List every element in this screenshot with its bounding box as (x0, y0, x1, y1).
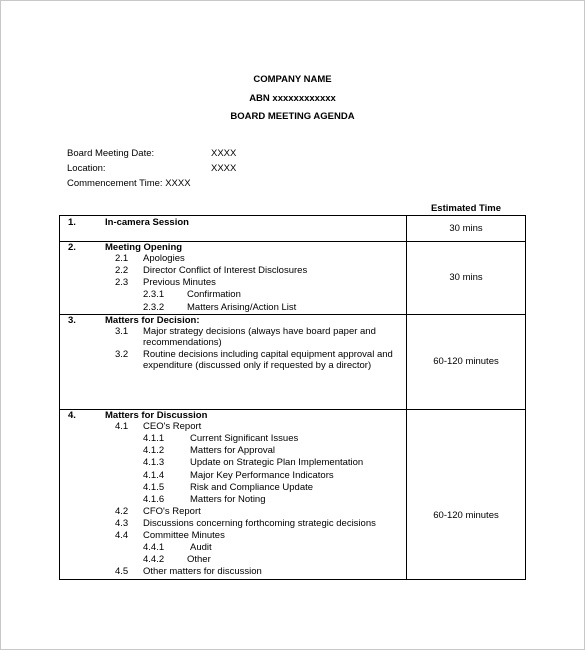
item-text: Apologies (143, 253, 185, 264)
abn: ABN xxxxxxxxxxxx (249, 93, 336, 104)
item-text: Update on Strategic Plan Implementation (190, 457, 364, 468)
item-number: 2.3 (115, 277, 129, 288)
item-text: Major strategy decisions (always have board paper and (143, 326, 376, 337)
item-text: Committee Minutes (143, 530, 225, 541)
item-text: Matters Arising/Action List (187, 302, 297, 313)
item-number: 3.2 (115, 349, 129, 360)
estimated-time-header: Estimated Time (430, 203, 502, 214)
agenda-table (59, 215, 526, 580)
item-text: Risk and Compliance Update (190, 482, 314, 493)
section-number: 3. (68, 315, 76, 326)
item-text: Current Significant Issues (190, 433, 299, 444)
item-text: Confirmation (187, 289, 241, 300)
item-text: Other (187, 554, 211, 565)
meeting-date-value: XXXX (211, 148, 237, 159)
item-number: 4.4 (115, 530, 129, 541)
section-number: 1. (68, 217, 76, 228)
company-name: COMPANY NAME (253, 74, 332, 85)
location-label: Location: (67, 163, 106, 174)
item-text: expenditure (discussed only if requested by a director) (143, 360, 372, 371)
meeting-date-label: Board Meeting Date: (67, 148, 155, 159)
item-text: Major Key Performance Indicators (190, 470, 334, 481)
item-number: 4.1 (115, 421, 129, 432)
commencement-time: Commencement Time: XXXX (67, 178, 191, 189)
item-number: 4.1.3 (143, 457, 165, 468)
section-number: 2. (68, 242, 76, 253)
section-4-time: 60-120 minutes (433, 510, 499, 521)
item-number: 4.3 (115, 518, 129, 529)
column-divider (406, 216, 407, 579)
item-number: 2.3.2 (143, 302, 165, 313)
item-text: Matters for Approval (190, 445, 276, 456)
section-1-time: 30 mins (449, 223, 483, 234)
item-text: Director Conflict of Interest Disclosures (143, 265, 308, 276)
section-title: In-camera Session (105, 217, 189, 228)
item-text: Matters for Noting (190, 494, 266, 505)
item-number: 4.1.2 (143, 445, 165, 456)
item-text: Other matters for discussion (143, 566, 262, 577)
item-text: CFO's Report (143, 506, 201, 517)
item-text: Audit (190, 542, 212, 553)
section-title: Matters for Discussion (105, 410, 208, 421)
section-3-time: 60-120 minutes (433, 356, 499, 367)
item-number: 4.4.2 (143, 554, 165, 565)
item-number: 3.1 (115, 326, 129, 337)
item-number: 4.4.1 (143, 542, 165, 553)
item-number: 2.3.1 (143, 289, 165, 300)
item-text: Discussions concerning forthcoming strategic decisions (143, 518, 376, 529)
item-number: 4.1.1 (143, 433, 165, 444)
item-number: 4.1.5 (143, 482, 165, 493)
item-text: recommendations) (143, 337, 222, 348)
section-2-time: 30 mins (449, 272, 483, 283)
item-number: 2.1 (115, 253, 129, 264)
section-number: 4. (68, 410, 76, 421)
item-number: 4.1.4 (143, 470, 165, 481)
document-title: BOARD MEETING AGENDA (230, 111, 355, 122)
item-number: 4.2 (115, 506, 129, 517)
item-text: Routine decisions including capital equipment approval and (143, 349, 393, 360)
item-text: Previous Minutes (143, 277, 216, 288)
section-title: Meeting Opening (105, 242, 183, 253)
item-text: CEO's Report (143, 421, 202, 432)
item-number: 4.1.6 (143, 494, 165, 505)
location-value: XXXX (211, 163, 237, 174)
item-number: 2.2 (115, 265, 129, 276)
item-number: 4.5 (115, 566, 129, 577)
section-title: Matters for Decision: (105, 315, 200, 326)
